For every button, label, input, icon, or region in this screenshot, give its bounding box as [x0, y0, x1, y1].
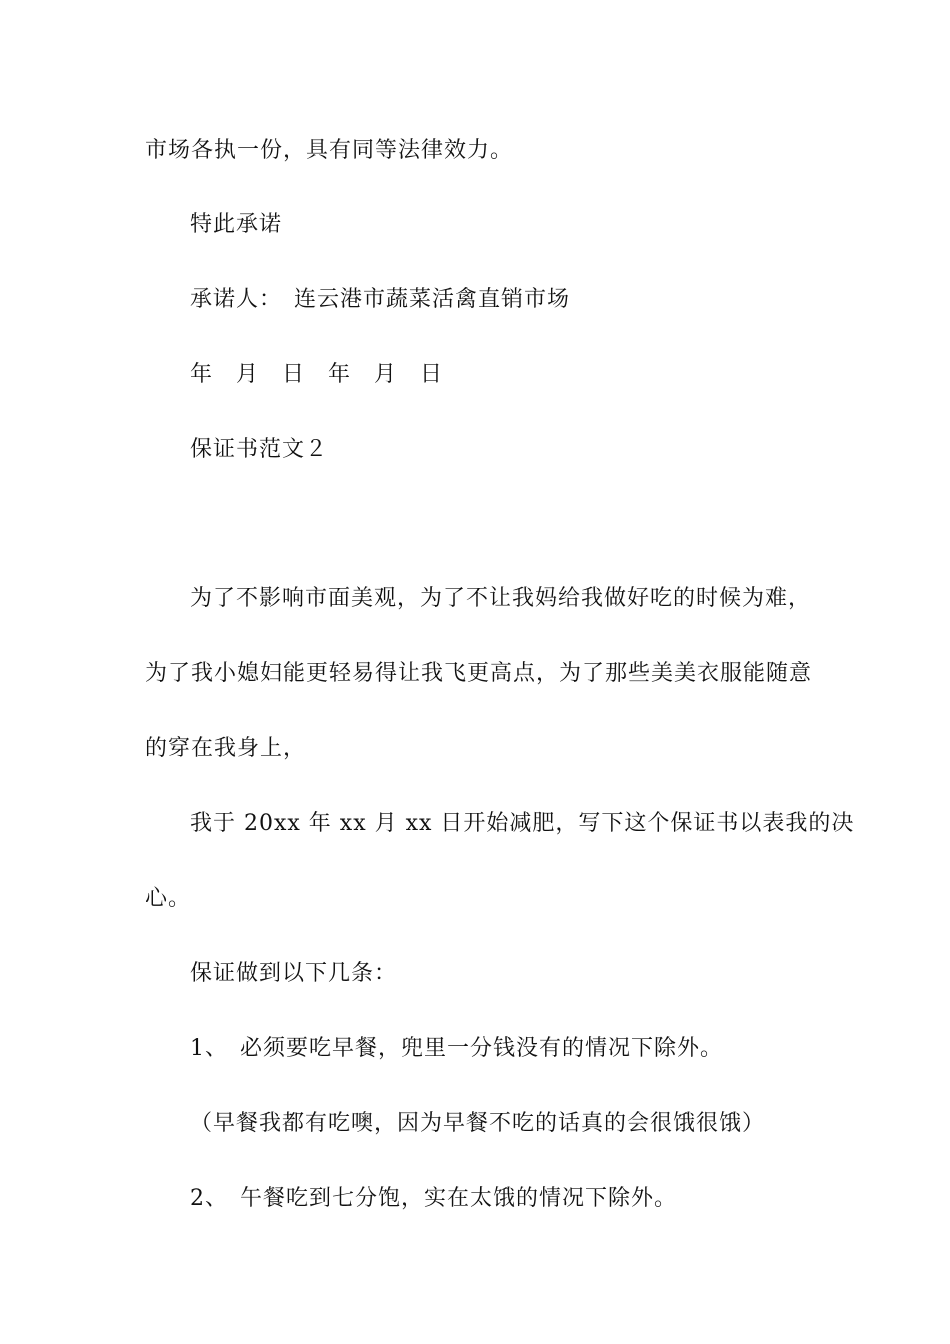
list-item: 2、 午餐吃到七分饱，实在太饿的情况下除外。: [190, 1186, 677, 1211]
list-item: 1、 必须要吃早餐，兜里一分钱没有的情况下除外。: [190, 1036, 723, 1061]
list-item-note: （早餐我都有吃噢，因为早餐不吃的话真的会很饿很饿）: [190, 1111, 766, 1136]
closing-phrase: 特此承诺: [190, 212, 283, 237]
section-heading: 保证书范文２: [190, 437, 329, 462]
paragraph-line: 我于 20xx 年 xx 月 xx 日开始减肥，写下这个保证书以表我的决: [190, 811, 855, 836]
paragraph-line: 市场各执一份，具有同等法律效力。: [145, 138, 514, 163]
signatory-line: 承诺人： 连云港市蔬菜活禽直销市场: [190, 287, 571, 312]
date-line: 年 月 日 年 月 日: [190, 362, 444, 387]
paragraph-line: 为了不影响市面美观，为了不让我妈给我做好吃的时候为难，: [190, 586, 812, 611]
paragraph-line: 为了我小媳妇能更轻易得让我飞更高点，为了那些美美衣服能随意: [145, 661, 813, 686]
paragraph-line: 的穿在我身上，: [145, 736, 307, 761]
paragraph-line: 心。: [145, 886, 192, 911]
list-intro: 保证做到以下几条：: [190, 961, 398, 986]
